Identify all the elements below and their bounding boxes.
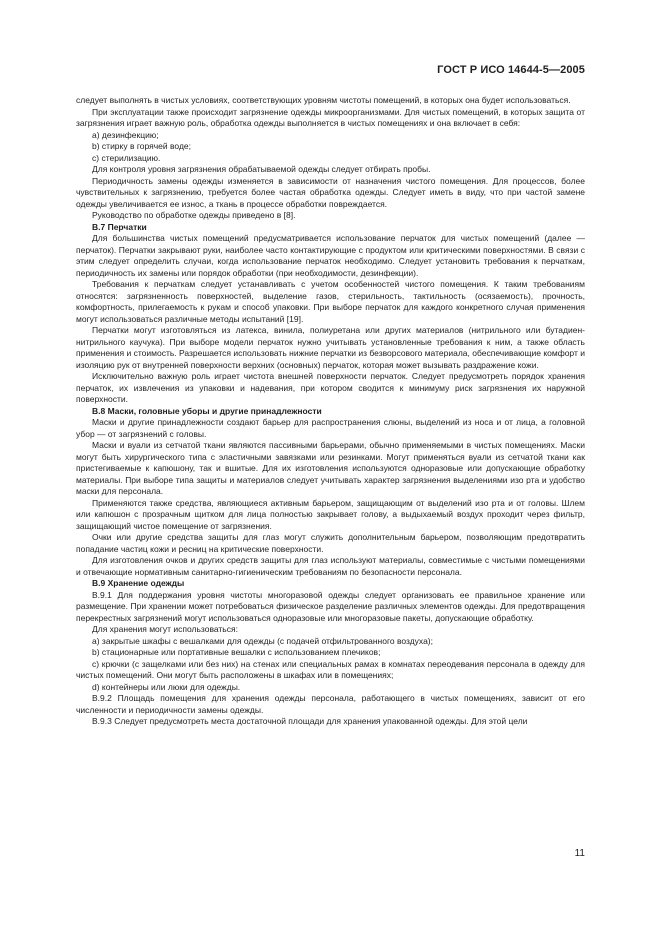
paragraph: Для контроля уровня загрязнения обрабатываемой одежды следует отбирать пробы. (92, 164, 431, 174)
paragraph: Для хранения могут использоваться: (92, 624, 238, 634)
paragraph: следует выполнять в чистых условиях, соответствующих уровням чистоты помещений, в которых она будет использоваться. (76, 95, 571, 105)
paragraph: Очки или другие средства защиты для глаз могут служить дополнительным барьером, позволяющим предотвратить попадание частиц кожи и ресниц на критические поверхности. (76, 532, 585, 554)
standard-header: ГОСТ Р ИСО 14644-5—2005 (437, 64, 585, 76)
paragraph: Перчатки могут изготовляться из латекса, винила, полиуретана или других материалов (нитрильного или бутадиен-нитрильного каучука). При выборе модели перчаток нужно учитывать установленные требования к ним, а также область применения и стоимость. Разрешается использовать нижние перчатки из безворсового материала, обеспечивающие комфорт и изоляцию рук от внутренней поверхности верхних (основных) перчаток, которая может вызывать раздражение кожи. (76, 325, 585, 370)
list-item: b) стирку в горячей воде; (92, 141, 191, 151)
section-heading-b9: В.9 Хранение одежды (92, 578, 185, 588)
paragraph: Для изготовления очков и других средств защиты для глаз используют материалы, совместимые с чистыми помещениями и отвечающие нормативным санитарно-гигиеническим требованиям по безопасности персонала. (76, 555, 585, 577)
paragraph: Для большинства чистых помещений предусматривается использование перчаток для чистых помещений (далее — перчаток). Перчатки закрывают руки, наиболее часто контактирующие с продуктом или критическими поверхностями. В связи с этим следует определить случаи, когда использование перчаток необходимо. Следует установить требования к перчаткам, периодичность их замены или порядок обработки (при необходимости, дезинфекции). (76, 233, 585, 278)
list-item: a) дезинфекцию; (92, 129, 159, 140)
paragraph: Маски и другие принадлежности создают барьер для распространения слюны, выделений из носа и от лица, а головной убор — от загрязнений с головы. (76, 417, 585, 439)
paragraph: В.9.2 Площадь помещения для хранения одежды персонала, работающего в чистых помещениях, зависит от его численности и периодичности замены одежды. (76, 693, 585, 715)
list-item: c) крючки (с защелками или без них) на стенах или специальных рамах в комнатах переодевания персонала в одежду для чистых помещений. Они могут быть расположены в шкафах или в помещениях; (76, 658, 585, 680)
page-number: 11 (574, 848, 585, 859)
paragraph: В.9.1 Для поддержания уровня чистоты многоразовой одежды следует организовать ее правильное хранение или размещение. При хранении может потребоваться физическое разделение различных элементов одежды. Для предотвращения перекрестных загрязнений могут использоваться одноразовые или многоразовые пакеты, допускающие обработку. (76, 589, 585, 623)
paragraph: Исключительно важную роль играет чистота внешней поверхности перчаток. Следует предусмотреть порядок хранения перчаток, их извлечения из упаковки и надевания, при котором сводится к минимуму риск загрязнения их наружной поверхности. (76, 371, 585, 404)
paragraph: В.9.3 Следует предусмотреть места достаточной площади для хранения упакованной одежды. Для этой цели (92, 716, 528, 726)
paragraph: Руководство по обработке одежды приведено в [8]. (92, 210, 296, 220)
document-body (76, 95, 585, 728)
list-item: d) контейнеры или люки для одежды. (92, 681, 241, 692)
paragraph: Периодичность замены одежды изменяется в зависимости от назначения чистого помещения. Для процессов, более чувствительных к загрязнению, требуется более частая обработка одежды. Следует иметь в виду, что при частой замене одежды увеличивается ее износ, а ткань в процессе обработки повреждается. (76, 175, 585, 209)
list-item: a) закрытые шкафы с вешалками для одежды (с подачей отфильтрованного воздуха); (92, 635, 434, 646)
paragraph: Применяются также средства, являющиеся активным барьером, защищающим от выделений изо рта и от головы. Шлем или капюшон с прозрачным щитком для лица полностью закрывает голову, а выдыхаемый воздух проходит через фильтр, защищающий чистое помещение от загрязнения. (76, 497, 585, 531)
section-heading-b7: В.7 Перчатки (92, 221, 147, 232)
section-heading-b8: В.8 Маски, головные уборы и другие принадлежности (92, 405, 322, 416)
paragraph: При эксплуатации также происходит загрязнение одежды микроорганизмами. Для чистых помещений, в которых защита от загрязнения играет важную роль, обработка одежды выполняется в чистых помещениях и она включает в себя: (76, 106, 585, 128)
list-item: b) стационарные или портативные вешалки с использованием плечиков; (92, 647, 381, 657)
paragraph: Маски и вуали из сетчатой ткани являются пассивными барьерами, обычно применяемыми в чистых помещениях. Маски могут быть хирургического типа с эластичными завязками или резинками. Могут применяться вуали из сетчатой ткани как пристегиваемые к капюшону, так и вшитые. Для их изготовления используются одноразовые или допускающие обработку материалы. При выборе типа защиты и материалов следует учитывать характер загрязнения выделениями изо рта и удобство маски для персонала. (76, 440, 585, 496)
list-item: c) стерилизацию. (92, 152, 161, 163)
paragraph: Требования к перчаткам следует устанавливать с учетом особенностей чистого помещения. К таким требованиям относятся: загрязненность поверхностей, выделение газов, стерильность, тактильность (осязаемость), прочность, комфортность, прилегаемость к рукам и способ упаковки. При выборе перчаток для каждого конкретного случая применения могут использоваться различные методы испытаний [19]. (76, 279, 585, 324)
